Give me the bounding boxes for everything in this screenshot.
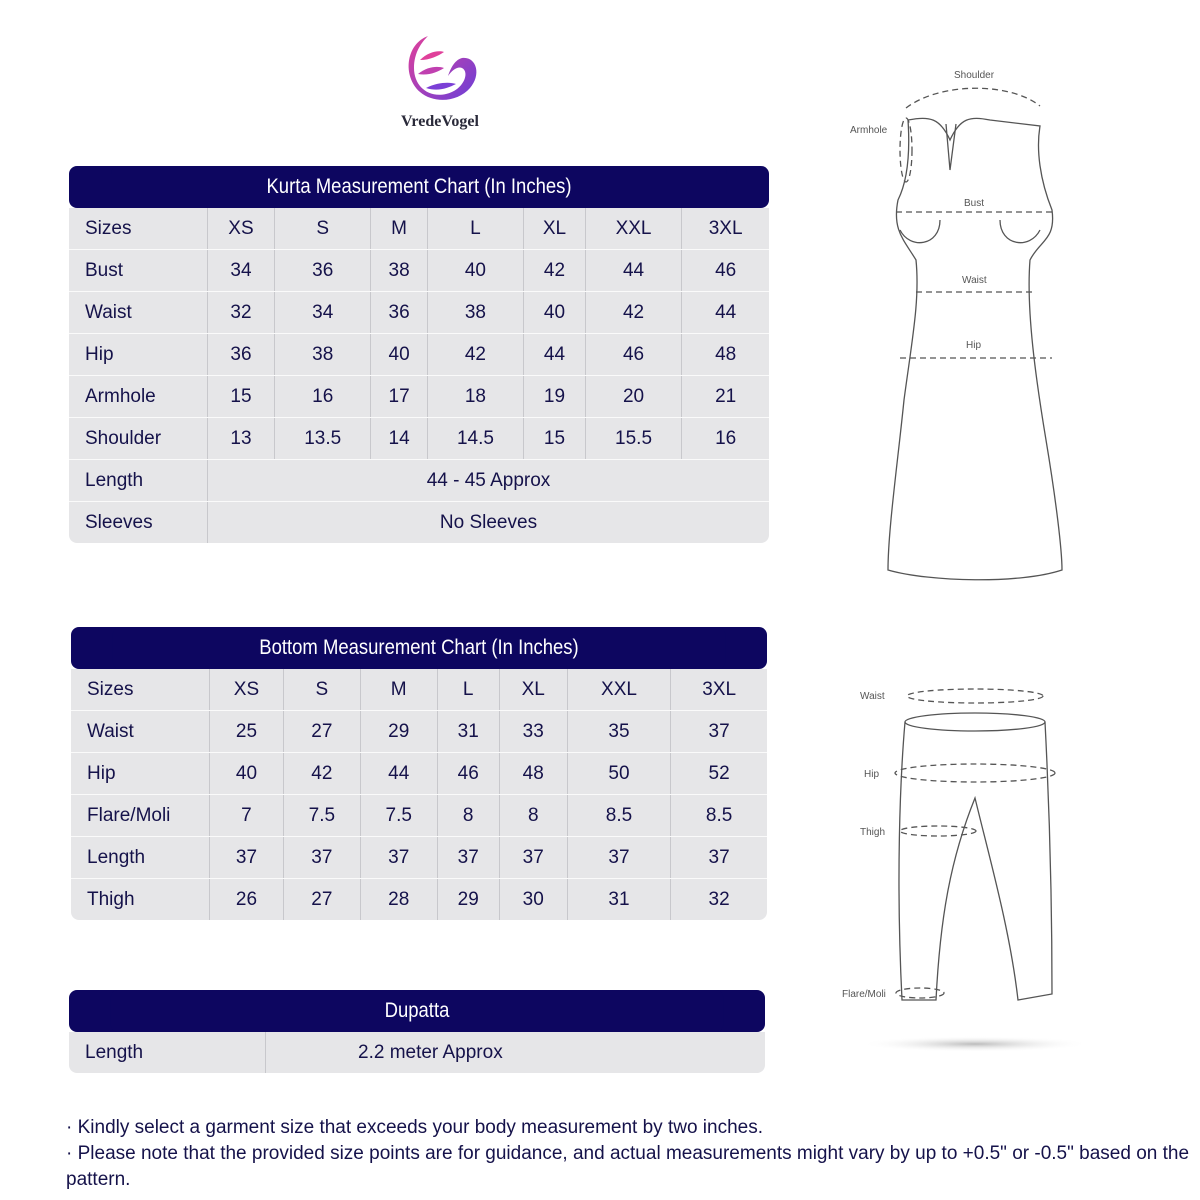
thigh-label: Thigh [860,827,886,838]
flare-label: Flare/Moli [842,989,886,1000]
cell-value: 27 [283,879,360,921]
cell-value: 34 [274,292,371,334]
cell-value: 7 [210,795,284,837]
cell-value: 42 [427,334,524,376]
cell-value: 46 [682,250,769,292]
shoulder-label: Shoulder [954,70,995,81]
cell-value: 26 [210,879,284,921]
dupatta-chart [69,990,765,1073]
size-header: L [437,669,499,711]
armhole-label: Armhole [850,125,888,136]
table-header-row [71,669,767,711]
size-header: XXL [585,208,682,250]
table-row [71,711,767,753]
table-row [69,418,769,460]
cell-value: 44 [360,753,437,795]
row-label: Waist [69,292,208,334]
kurta-diagram [840,60,1080,590]
cell-value: 35 [567,711,671,753]
kurta-chart [69,166,769,543]
hip-label: Hip [864,769,880,780]
dupatta-length-value: 2.2 meter Approx [358,1041,503,1063]
row-label: Bust [69,250,208,292]
cell-value: 16 [274,376,371,418]
size-header: 3XL [671,669,767,711]
cell-value: 7.5 [360,795,437,837]
cell-value: 31 [567,879,671,921]
cell-value: 8 [437,795,499,837]
cell-value: 15.5 [585,418,682,460]
row-label: Armhole [69,376,208,418]
cell-value: 37 [567,837,671,879]
cell-value: 17 [371,376,427,418]
table-row [69,460,769,502]
note-text: Please note that the provided size points are for guidance, and actual measurements might vary by up to +0.5" or -0.5" based on the pattern. [66,1143,1190,1190]
cell-value: 52 [671,753,767,795]
waist-label: Waist [962,275,987,286]
cell-value: 28 [360,879,437,921]
cell-value: 38 [427,292,524,334]
table-row [71,753,767,795]
row-label: Hip [69,334,208,376]
cell-value: 40 [210,753,284,795]
bottom-diagram [840,680,1100,1060]
cell-value: 14.5 [427,418,524,460]
cell-value: 40 [427,250,524,292]
size-header: S [274,208,371,250]
kurta-chart-title: Kurta Measurement Chart (In Inches) [111,166,727,208]
cell-value: 37 [283,837,360,879]
size-header: S [283,669,360,711]
cell-value: 15 [524,418,586,460]
hip-label: Hip [966,340,982,351]
cell-value: 13.5 [274,418,371,460]
note-item: · Kindly select a garment size that exceeds your body measurement by two inches. [66,1117,764,1138]
row-label: Length [69,460,208,502]
cell-value: 34 [208,250,275,292]
cell-value: 32 [208,292,275,334]
sizes-label: Sizes [69,208,208,250]
cell-value: 44 [682,292,769,334]
cell-value: 31 [437,711,499,753]
table-row [69,250,769,292]
cell-value: 29 [437,879,499,921]
cell-value: 25 [210,711,284,753]
cell-value: 50 [567,753,671,795]
table-row [71,879,767,921]
cell-value: 37 [671,837,767,879]
table-row [71,837,767,879]
table-row [69,502,769,544]
row-label: Thigh [71,879,210,921]
cell-value: 37 [437,837,499,879]
cell-value: 21 [682,376,769,418]
cell-value: 37 [360,837,437,879]
cell-value: 37 [671,711,767,753]
cell-value: 15 [208,376,275,418]
size-header: XL [499,669,567,711]
waist-label: Waist [860,691,885,702]
cell-value: 36 [274,250,371,292]
cell-value: 40 [371,334,427,376]
bottom-table [71,669,767,920]
row-label: Shoulder [69,418,208,460]
dupatta-table [69,1032,765,1073]
cell-value: 18 [427,376,524,418]
table-row [71,795,767,837]
cell-value: 44 [585,250,682,292]
sizes-label: Sizes [71,669,210,711]
note-item: · Please note that the provided size points are for guidance, and actual measurements might vary by up to +0.5" or -0.5" based on the pattern. [66,1143,1190,1190]
size-header: M [360,669,437,711]
kurta-table [69,208,769,543]
peacock-logo-icon [398,30,482,106]
cell-value: 40 [524,292,586,334]
cell-value: 46 [585,334,682,376]
cell-value: 14 [371,418,427,460]
cell-value: 37 [499,837,567,879]
cell-value: 37 [210,837,284,879]
merged-value: 44 - 45 Approx [208,460,770,502]
cell-value: 8.5 [671,795,767,837]
cell-value: 32 [708,888,730,910]
cell-value: 20 [585,376,682,418]
size-header: L [427,208,524,250]
cell-value: 48 [682,334,769,376]
cell-value: 48 [499,753,567,795]
bottom-chart-title: Bottom Measurement Chart (In Inches) [113,627,725,669]
cell-value: 19 [524,376,586,418]
cell-value: 38 [371,250,427,292]
row-label: Waist [71,711,210,753]
size-header: M [371,208,427,250]
table-row [69,334,769,376]
bust-label: Bust [964,198,985,209]
merged-value: No Sleeves [439,511,538,533]
cell-value: 7.5 [283,795,360,837]
dupatta-length-label: Length [69,1032,266,1073]
cell-value: 30 [499,879,567,921]
size-header: 3XL [682,208,769,250]
row-label: Hip [71,753,210,795]
note-text: Kindly select a garment size that exceeds your body measurement by two inches. [77,1117,764,1138]
cell-value: 33 [499,711,567,753]
table-header-row [69,208,769,250]
size-header: XXL [567,669,671,711]
cell-value: 36 [371,292,427,334]
cell-value: 29 [360,711,437,753]
dupatta-title: Dupatta [111,990,723,1032]
cell-value: 38 [274,334,371,376]
table-row [69,1032,765,1073]
row-label: Sleeves [69,502,208,544]
table-row [69,292,769,334]
bottom-chart [71,627,767,920]
cell-value: 44 [524,334,586,376]
size-header: XS [210,669,284,711]
row-label: Flare/Moli [71,795,210,837]
cell-value: 42 [524,250,586,292]
cell-value: 36 [208,334,275,376]
cell-value: 16 [682,418,769,460]
cell-value: 8.5 [567,795,671,837]
cell-value: 42 [585,292,682,334]
size-header: XL [524,208,586,250]
cell-value: 13 [208,418,275,460]
table-row [69,376,769,418]
cell-value: 46 [437,753,499,795]
cell-value: 42 [283,753,360,795]
brand-logo [390,30,490,131]
notes [66,1115,1200,1193]
brand-name: VredeVogel [401,113,479,130]
row-label: Length [71,837,210,879]
size-header: XS [208,208,275,250]
cell-value: 8 [499,795,567,837]
cell-value: 27 [283,711,360,753]
